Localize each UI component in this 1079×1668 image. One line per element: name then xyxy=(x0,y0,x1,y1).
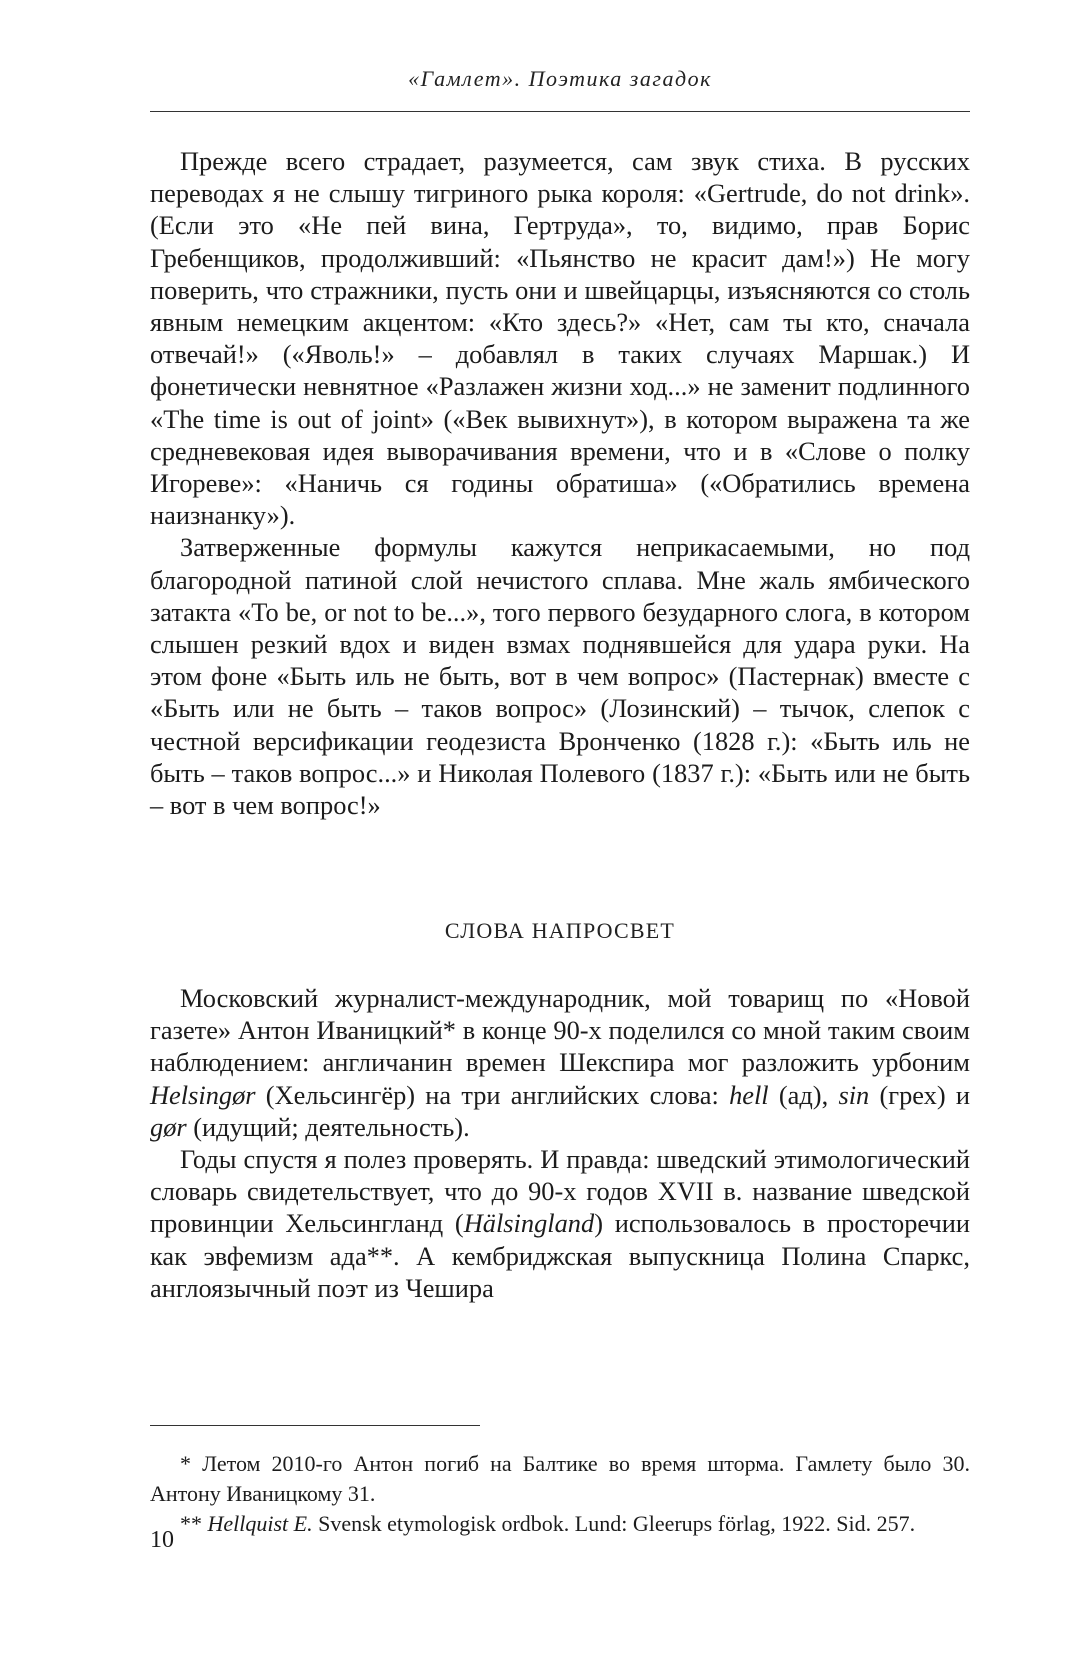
footnote-2-mark: ** xyxy=(180,1511,202,1536)
footnote-2-author: Hellquist E. xyxy=(207,1511,313,1536)
p3-term-helsingor: Helsingør xyxy=(150,1079,256,1110)
footnote-rule xyxy=(150,1425,480,1426)
body-section-bottom xyxy=(150,982,970,1304)
footnote-2 xyxy=(150,1509,970,1539)
section-heading: СЛОВА НАПРОСВЕТ xyxy=(444,918,676,943)
p4-text-a: Годы спустя я полез проверять. И правда: шведский этимологический словарь свидетельствует, что до 90-х годов XVII в. название шведской провинции Хельсингланд ( xyxy=(150,1144,970,1239)
p3-text-a: Московский журналист-международник, мой товарищ по «Новой газете» Антон Иваницкий* в конце 90-х поделился со мной таким своим наблюдением: англичанин времен Шекспира мог разложить урбоним xyxy=(150,983,970,1078)
p3-text-c: (Хельсингёр) на три английских слова: xyxy=(255,1079,730,1110)
footnote-2-text: Svensk etymologisk ordbok. Lund: Gleerups förlag, 1922. Sid. 257. xyxy=(312,1511,916,1536)
p3-term-gor: gør xyxy=(150,1111,187,1142)
running-head: «Гамлет». Поэтика загадок xyxy=(408,66,712,91)
p3-text-e: (ад), xyxy=(768,1079,839,1110)
footnotes xyxy=(150,1449,970,1539)
body-section-top xyxy=(150,145,970,821)
paragraph-2: Затверженные формулы кажутся неприкасаемыми, но под благородной патиной слой нечистого сплава. Мне жаль ямбического затакта «To be, or not to be...», того первого безударного слога, в котором слышен резкий вдох и виден взмах поднявшейся для удара руки. На этом фоне «Быть иль не быть, вот в чем вопрос» (Пастернак) вместе с «Быть или не быть – таков вопрос» (Лозинский) – тычок, слепок с честной версификации геодезиста Вронченко (1828 г.): «Быть иль не быть – таков вопрос...» и Николая Полевого (1837 г.): «Быть или не быть – вот в чем вопрос!» xyxy=(150,532,970,821)
header-rule xyxy=(150,111,970,112)
footnote-1: * Летом 2010-го Антон погиб на Балтике во время шторма. Гамлету было 30. Антону Иваницкому 31. xyxy=(150,1451,970,1506)
p3-text-g: (грех) и xyxy=(869,1079,970,1110)
p3-text-i: (идущий; деятельность). xyxy=(186,1111,470,1142)
page-number: 10 xyxy=(150,1527,174,1553)
p4-term-halsingland: Hälsingland xyxy=(463,1208,595,1239)
p4-text-c: ) использовалось в просторечии как эвфемизм ада**. А кембриджская выпускница Полина Спаркс, англоязычный поэт из Чешира xyxy=(150,1208,970,1303)
p3-term-hell: hell xyxy=(729,1079,769,1110)
paragraph-3 xyxy=(150,982,970,1143)
paragraph-4 xyxy=(150,1143,970,1304)
paragraph-1: Прежде всего страдает, разумеется, сам звук стиха. В русских переводах я не слышу тигриного рыка короля: «Gertrude, do not drink». (Если это «Не пей вина, Гертруда», то, видимо, прав Борис Гребенщиков, продолживший: «Пьянство не красит дам!») Не могу поверить, что стражники, пусть они и швейцарцы, изъясняются со столь явным немецким акцентом: «Кто здесь?» «Нет, сам ты кто, сначала отвечай!» («Яволь!» – добавлял в таких случаях Маршак.) И фонетически невнятное «Разлажен жизни ход...» не заменит подлинного «The time is out of joint» («Век вывихнут»), в котором выражена та же средневековая идея выворачивания времени, что и в «Слове о полку Игореве»: «Наничь ся годины обратиша» («Обратились времена наизнанку»). xyxy=(150,146,970,531)
p3-term-sin: sin xyxy=(838,1079,870,1110)
